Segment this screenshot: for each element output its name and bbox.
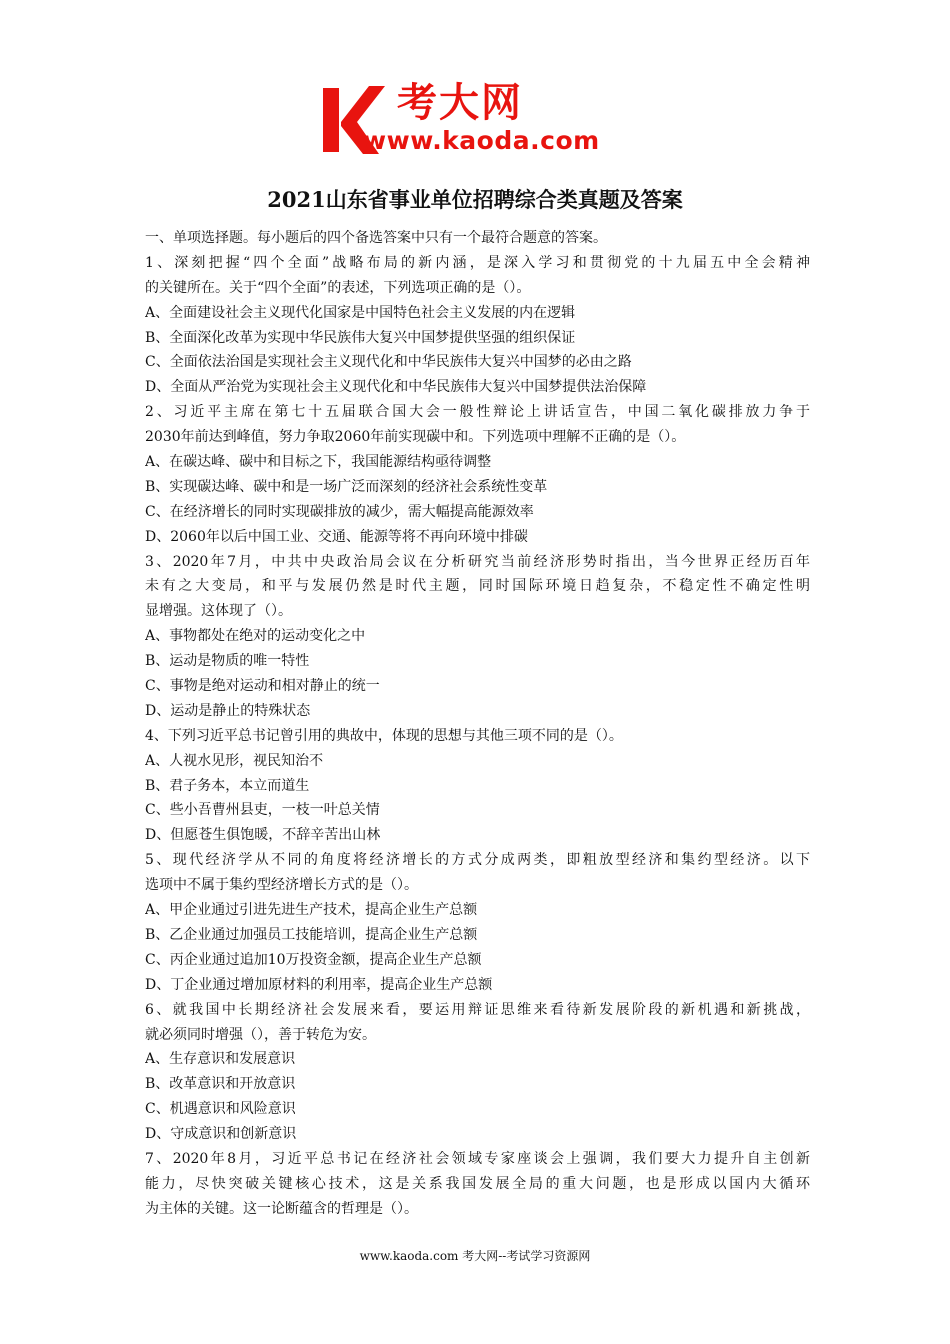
document-title: 2021山东省事业单位招聘综合类真题及答案 bbox=[267, 187, 683, 212]
text-line: A、事物都处在绝对的运动变化之中 bbox=[145, 628, 366, 645]
text-line: 选项中不属于集约型经济增长方式的是（）。 bbox=[145, 877, 418, 894]
text-line: 未有之大变局，和平与发展仍然是时代主题，同时国际环境日趋复杂，不稳定性不确定性明 bbox=[145, 578, 810, 595]
text-line: B、实现碳达峰、碳中和是一场广泛而深刻的经济社会系统性变革 bbox=[145, 478, 548, 495]
text-line: D、但愿苍生俱饱暖，不辞辛苦出山林 bbox=[145, 827, 381, 844]
text-line: B、改革意识和开放意识 bbox=[145, 1076, 296, 1093]
text-line: D、2060年以后中国工业、交通、能源等将不再向环境中排碳 bbox=[145, 528, 528, 545]
text-line: C、机遇意识和风险意识 bbox=[145, 1101, 296, 1118]
text-line: D、守成意识和创新意识 bbox=[145, 1126, 297, 1143]
text-line: 为主体的关键。这一论断蕴含的哲理是（）。 bbox=[145, 1200, 418, 1217]
text-line: 就必须同时增强（），善于转危为安。 bbox=[145, 1026, 376, 1043]
text-line: 5、现代经济学从不同的角度将经济增长的方式分成两类，即粗放型经济和集约型经济。以下 bbox=[145, 852, 810, 869]
text-line: D、运动是静止的特殊状态 bbox=[145, 702, 311, 719]
kaoda-logo bbox=[317, 80, 637, 162]
text-line: 6、就我国中长期经济社会发展来看，要运用辩证思维来看待新发展阶段的新机遇和新挑战， bbox=[145, 1001, 810, 1018]
text-line: C、全面依法治国是实现社会主义现代化和中华民族伟大复兴中国梦的必由之路 bbox=[145, 354, 632, 371]
text-line: A、生存意识和发展意识 bbox=[145, 1051, 296, 1068]
text-line: A、甲企业通过引进先进生产技术，提高企业生产总额 bbox=[145, 902, 478, 919]
text-line: C、丙企业通过追加10万投资金额，提高企业生产总额 bbox=[145, 951, 482, 968]
text-line: C、些小吾曹州县吏，一枝一叶总关情 bbox=[145, 802, 380, 819]
text-line: 3、2020年7月，中共中央政治局会议在分析研究当前经济形势时指出，当今世界正经历百年 bbox=[145, 553, 810, 570]
text-line: 4、下列习近平总书记曾引用的典故中，体现的思想与其他三项不同的是（）。 bbox=[145, 727, 623, 744]
logo-chinese-text: 考大网 bbox=[397, 80, 523, 126]
text-line: 2、习近平主席在第七十五届联合国大会一般性辩论上讲话宣告，中国二氧化碳排放力争于 bbox=[145, 404, 810, 421]
text-line: B、运动是物质的唯一特性 bbox=[145, 653, 310, 670]
text-line: 显增强。这体现了（）。 bbox=[145, 603, 292, 620]
text-line: A、在碳达峰、碳中和目标之下，我国能源结构亟待调整 bbox=[145, 454, 492, 471]
text-line: B、全面深化改革为实现中华民族伟大复兴中国梦提供坚强的组织保证 bbox=[145, 329, 576, 346]
page-footer: www.kaoda.com 考大网--考试学习资源网 bbox=[359, 1249, 591, 1263]
text-line: D、丁企业通过增加原材料的利用率，提高企业生产总额 bbox=[145, 976, 493, 993]
text-line: B、乙企业通过加强员工技能培训，提高企业生产总额 bbox=[145, 926, 478, 943]
text-line: D、全面从严治党为实现社会主义现代化和中华民族伟大复兴中国梦提供法治保障 bbox=[145, 379, 647, 396]
text-line: B、君子务本，本立而道生 bbox=[145, 777, 310, 794]
text-line: 的关键所在。关于“四个全面”的表述，下列选项正确的是（）。 bbox=[145, 279, 531, 296]
text-line: C、在经济增长的同时实现碳排放的减少，需大幅提高能源效率 bbox=[145, 503, 534, 520]
text-line: 1、深刻把握“四个全面”战略布局的新内涵，是深入学习和贯彻党的十九届五中全会精神 bbox=[145, 254, 810, 271]
text-line: 2030年前达到峰值，努力争取2060年前实现碳中和。下列选项中理解不正确的是（）。 bbox=[145, 429, 686, 446]
text-line: 7、2020年8月，习近平总书记在经济社会领域专家座谈会上强调，我们要大力提升自主创新 bbox=[145, 1150, 810, 1167]
document-body bbox=[145, 226, 810, 1222]
text-line: C、事物是绝对运动和相对静止的统一 bbox=[145, 678, 380, 695]
text-line: A、全面建设社会主义现代化国家是中国特色社会主义发展的内在逻辑 bbox=[145, 304, 576, 321]
text-line: 能力，尽快突破关键核心技术，这是关系我国发展全局的重大问题，也是形成以国内大循环 bbox=[145, 1175, 810, 1192]
text-line: 一、单项选择题。每小题后的四个备选答案中只有一个最符合题意的答案。 bbox=[145, 230, 607, 246]
logo-url-text: www.kaoda.com bbox=[363, 126, 600, 155]
text-line: A、人视水见形，视民知治不 bbox=[145, 752, 324, 769]
